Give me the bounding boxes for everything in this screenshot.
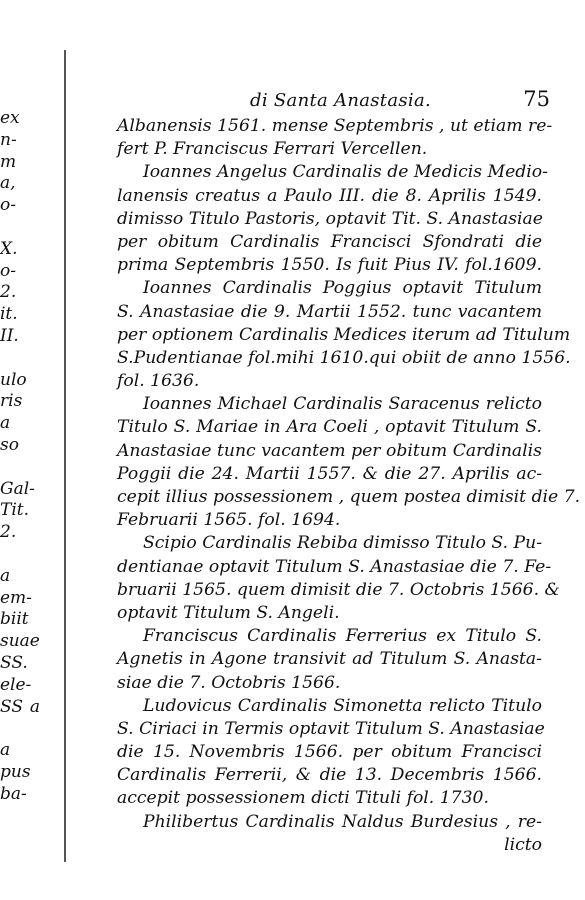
text-line: bruarii 1565. quem dimisit die 7. Octobris 1566. & xyxy=(117,579,560,600)
text-line: Anastasiae tunc vacantem per obitum Cardinalis xyxy=(117,440,542,461)
margin-fragment: II. xyxy=(0,325,19,346)
previous-page-margin xyxy=(0,108,40,806)
margin-fragment: Gal- xyxy=(0,478,35,499)
text-line: Titulo S. Mariae in Ara Coeli , optavit Titulum S. xyxy=(117,417,542,438)
margin-fragment: n- xyxy=(0,129,17,150)
text-line: Cardinalis Ferrerii, & die 13. Decembris 1566. xyxy=(117,765,542,786)
text-line: fert P. Franciscus Ferrari Vercellen. xyxy=(117,139,428,160)
margin-fragment: X. xyxy=(0,238,18,259)
text-line: dentianae optavit Titulum S. Anastasiae die 7. Fe- xyxy=(117,556,552,577)
margin-fragment: SS. xyxy=(0,652,28,673)
text-line: Scipio Cardinalis Rebiba dimisso Titulo S. Pu- xyxy=(143,533,542,554)
margin-fragment: em- xyxy=(0,587,32,608)
margin-fragment xyxy=(0,457,40,479)
text-line: optavit Titulum S. Angeli. xyxy=(117,602,340,623)
text-line: fol. 1636. xyxy=(117,371,200,392)
margin-fragment: biit xyxy=(0,609,29,630)
text-line: prima Septembris 1550. Is fuit Pius IV. fol.1609. xyxy=(117,255,542,276)
text-line: lanensis creatus a Paulo III. die 8. Aprilis 1549. xyxy=(117,185,542,206)
text-line: per obitum Cardinalis Francisci Sfondrati die xyxy=(117,231,542,252)
text-line: S. Anastasiae die 9. Martii 1552. tunc vacantem xyxy=(117,301,542,322)
text-line: Philibertus Cardinalis Naldus Burdesius , re- xyxy=(143,811,542,832)
text-line: Ioannes Cardinalis Poggius optavit Titulum xyxy=(143,278,542,299)
text-line: cepit illius possessionem , quem postea dimisit die 7. xyxy=(117,487,581,507)
margin-fragment: so xyxy=(0,434,19,455)
text-line: siae die 7. Octobris 1566. xyxy=(117,672,341,693)
text-line: Poggii die 24. Martii 1557. & die 27. Aprilis ac- xyxy=(117,463,542,484)
margin-fragment: 2. xyxy=(0,282,17,303)
margin-fragment: ba- xyxy=(0,783,27,804)
text-line: S.Pudentianae fol.mihi 1610.qui obiit de anno 1556. xyxy=(117,347,571,368)
text-line: accepit possessionem dicti Tituli fol. 1730. xyxy=(117,788,489,809)
margin-fragment: suae xyxy=(0,631,40,652)
margin-fragment: a xyxy=(0,740,11,761)
margin-fragment: m xyxy=(0,151,17,172)
margin-fragment xyxy=(0,718,40,740)
text-line: licto xyxy=(504,834,542,855)
margin-fragment: o- xyxy=(0,260,16,281)
page-header xyxy=(120,87,560,116)
text-line: dimisso Titulo Pastoris, optavit Tit. S. Anastasiae xyxy=(117,208,543,229)
margin-fragment: ele- xyxy=(0,674,32,695)
text-line: S. Ciriaci in Termis optavit Titulum S. Anastasiae xyxy=(117,718,545,739)
running-title: di Santa Anastasia. xyxy=(250,90,432,111)
margin-fragment: ris xyxy=(0,391,23,412)
text-line: Ioannes Michael Cardinalis Saracenus relicto xyxy=(143,394,542,415)
margin-fragment: Tit. xyxy=(0,500,30,521)
margin-fragment: ex xyxy=(0,108,20,128)
margin-fragment xyxy=(0,217,40,239)
margin-fragment: ulo xyxy=(0,369,27,390)
text-line: Albanensis 1561. mense Septembris , ut etiam re- xyxy=(117,116,553,136)
text-line: per optionem Cardinalis Medices iterum ad Titulum xyxy=(117,324,571,345)
text-line: Ioannes Angelus Cardinalis de Medicis Medio- xyxy=(143,162,548,183)
margin-fragment: a, xyxy=(0,173,16,194)
text-line: Ludovicus Cardinalis Simonetta relicto Titulo xyxy=(143,695,542,716)
margin-fragment: pus xyxy=(0,761,31,782)
body-text xyxy=(117,115,581,857)
margin-fragment: it. xyxy=(0,304,18,325)
margin-fragment: 2. xyxy=(0,522,17,543)
margin-fragment xyxy=(0,544,40,566)
page-number: 75 xyxy=(523,87,550,111)
text-line: Franciscus Cardinalis Ferrerius ex Titulo S. xyxy=(143,626,542,647)
text-line: die 15. Novembris 1566. per obitum Francisci xyxy=(117,742,542,763)
text-line: Agnetis in Agone transivit ad Titulum S. Anasta- xyxy=(117,649,542,670)
margin-fragment: a xyxy=(0,565,11,586)
margin-fragment: o- xyxy=(0,195,16,216)
text-line: Februarii 1565. fol. 1694. xyxy=(117,510,341,531)
margin-fragment xyxy=(0,348,40,370)
margin-fragment: SS a xyxy=(0,696,40,717)
page-gutter xyxy=(64,50,66,862)
margin-fragment: a xyxy=(0,413,11,434)
